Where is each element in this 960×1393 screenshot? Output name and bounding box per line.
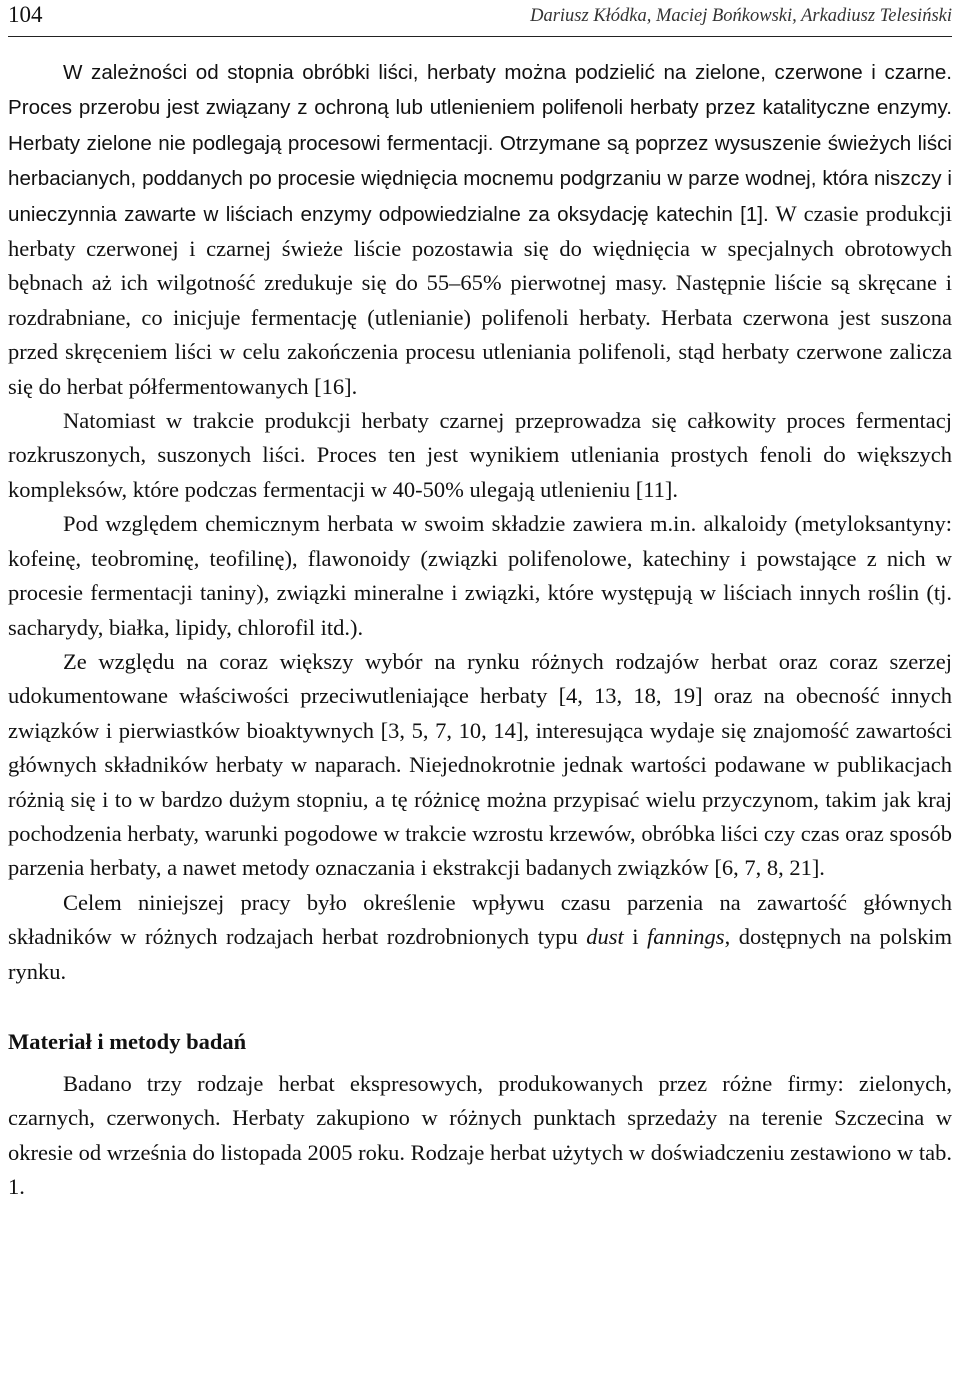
aim-text-end: , dostępnych na polskim rynku. bbox=[8, 924, 952, 984]
section-heading-materials-methods: Materiał i metody badań bbox=[8, 1028, 247, 1054]
paragraph-black-tea-fermentation: Natomiast w trakcie produkcji herbaty czarnej przeprowadza się całkowity proces fermentacj rozkruszonych, suszonych liści. Proces ten jest wynikiem utleniania prostych fenoli do większych kompleksów, które podczas fermentacji w 40-50% ulegają utlenieniu [11]. bbox=[8, 408, 952, 502]
paragraph-tea-processing bbox=[8, 55, 952, 404]
paragraph-chemical-composition: Pod względem chemicznym herbata w swoim składzie zawiera m.in. alkaloidy (metyloksantyny: kofeinę, teobrominę, teofilinę), flawonoidy (związki polifenolowe, katechiny i powstające z nich w procesie fermentacji taniny), związki mineralne i związki, które występują w liściach innych roślin (tj. sacharydy, białka, lipidy, chlorofil itd.). bbox=[8, 511, 952, 640]
aim-text-start: Celem niniejszej pracy było określenie wpływu czasu parzenia na zawartość głównych składników w różnych rodzajach herbat rozdrobnionych typu bbox=[8, 889, 952, 950]
running-header-authors: Dariusz Kłódka, Maciej Bońkowski, Arkadiusz Telesiński bbox=[530, 6, 952, 26]
page-number: 104 bbox=[8, 2, 43, 27]
running-header bbox=[8, 0, 952, 37]
body-text bbox=[8, 55, 952, 1205]
paragraph-research-motivation: Ze względu na coraz większy wybór na rynku różnych rodzajów herbat oraz coraz szerzej udokumentowane właściwości przeciwutleniające herbaty [4, 13, 18, 19] oraz na obecność innych związków i pierwiastków bioaktywnych [3, 5, 7, 10, 14], interesująca wydaje się znajomość zawartości głównych składników herbaty w naparach. Niejednokrotnie jednak wartości podawane w publikacjach różnią się i to w bardzo dużym stopniu, a tę różnicę można przypisać wielu przyczynom, takim jak kraj pochodzenia herbaty, warunki pogodowe w trakcie wzrostu krzewów, obróbka liści czy czas oraz sposób parzenia herbaty, a nawet metody oznaczania i ekstrakcji badanych związków [6, 7, 8, 21]. bbox=[8, 648, 952, 881]
aim-term-fannings: fannings bbox=[647, 924, 725, 950]
page bbox=[8, 0, 952, 1205]
aim-term-dust: dust bbox=[586, 924, 624, 950]
paragraph-aim-of-study bbox=[8, 886, 952, 989]
paragraph-materials-methods: Badano trzy rodzaje herbat ekspresowych, produkowanych przez różne firmy: zielonych, czarnych, czerwonych. Herbaty zakupiono w różnych punktach sprzedaży na terenie Szczecina w okresie od września do listopada 2005 roku. Rodzaje herbat użytych w doświadczeniu zestawiono w tab. 1. bbox=[8, 1070, 952, 1200]
paragraph-tea-processing-serif-part: W czasie produkcji herbaty czerwonej i czarnej świeże liście pozostawia się do więdnięcia w specjalnych obrotowych bębnach aż ich wilgotność zredukuje się do 55–65% pierwotnej masy. Następnie liście są skręcane i rozdrabniane, co inicjuje fermentację (utlenianie) polifenoli herbaty. Herbata czerwona jest suszona przed skręceniem liści w celu zakończenia procesu utleniania polifenoli, stąd herbaty czerwone zalicza się do herbat półfermentowanych [16]. bbox=[8, 200, 953, 399]
paragraph-tea-processing-sans-part: W zależności od stopnia obróbki liści, herbaty można podzielić na zielone, czerwone i czarne. Proces przerobu jest związany z ochroną lub utlenieniem polifenoli herbaty przez katalityczne enzymy. Herbaty zielone nie podlegają procesowi fermentacji. Otrzymane są poprzez wysuszenie świeżych liści herbacianych, poddanych po procesie więdnięcia mocnemu podgrzaniu w parze wodnej, która niszczy i unieczynnia zawarte w liściach enzymy odpowiedzialne za oksydację katechin [1]. bbox=[8, 61, 952, 226]
aim-text-conjunction: i bbox=[623, 924, 648, 950]
